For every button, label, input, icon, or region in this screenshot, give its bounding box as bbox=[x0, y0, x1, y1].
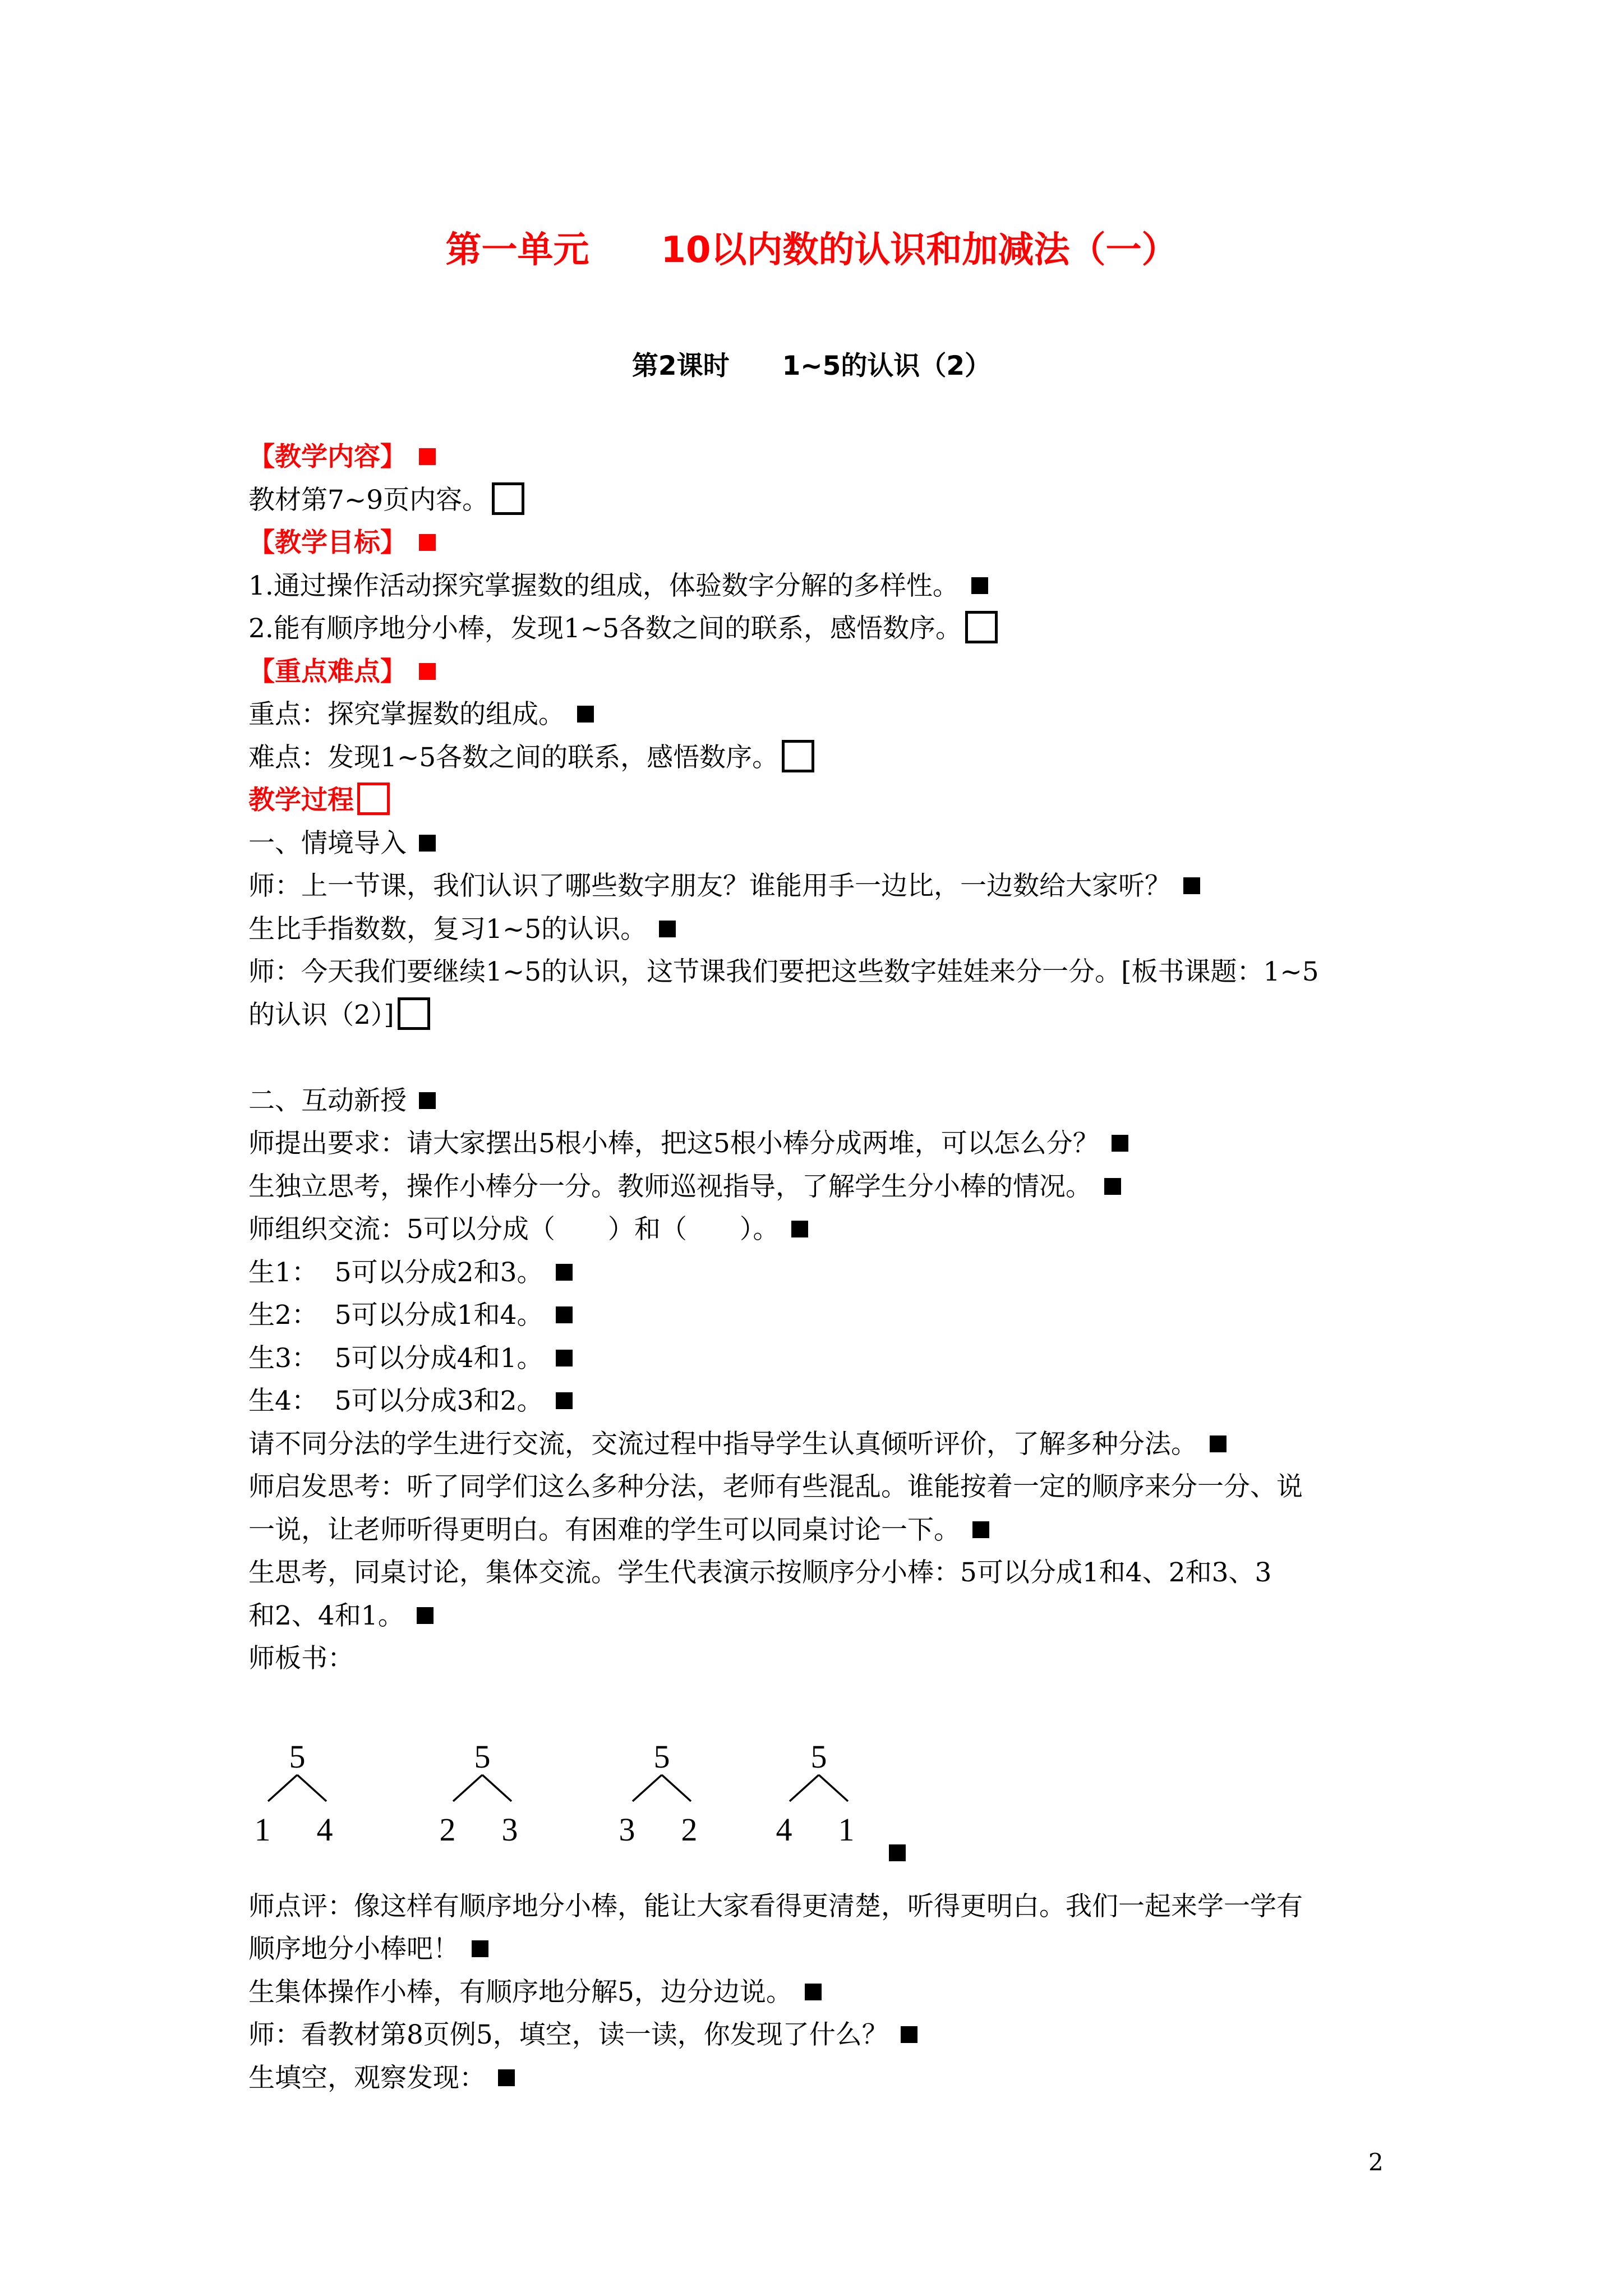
filled-square-icon bbox=[901, 2026, 917, 2043]
empty-square-icon bbox=[492, 482, 524, 515]
p2-text5b: 一说，让老师听得更明白。有困难的学生可以同桌讨论一下。 bbox=[248, 1514, 960, 1545]
board-diagram bbox=[248, 1681, 1381, 1885]
filled-square-icon bbox=[972, 1521, 989, 1538]
tree-right-number: 3 bbox=[501, 1811, 518, 1848]
p2-line5b-line bbox=[248, 1509, 1381, 1552]
tree-left-number: 4 bbox=[776, 1811, 792, 1848]
tree-left-number: 1 bbox=[254, 1811, 271, 1848]
student-3-line bbox=[248, 1337, 1381, 1381]
filled-square-icon bbox=[419, 663, 436, 680]
p2-text4: 请不同分法的学生进行交流，交流过程中指导学生认真倾听评价，了解多种分法。 bbox=[248, 1428, 1197, 1460]
filled-square-icon bbox=[791, 1221, 808, 1237]
filled-square-icon bbox=[1210, 1435, 1227, 1452]
goals-heading-line bbox=[248, 522, 1381, 565]
content-heading-line bbox=[248, 436, 1381, 479]
part2-heading-line bbox=[248, 1080, 1381, 1123]
filled-square-icon bbox=[971, 577, 988, 594]
tree-right-number: 4 bbox=[316, 1811, 333, 1848]
p2-line6a: 生思考，同桌讨论，集体交流。学生代表演示按顺序分小棒：5可以分成1和4、2和3、3 bbox=[248, 1557, 1272, 1588]
number-bond-tree-4 bbox=[776, 1738, 855, 1848]
tree-right-branch bbox=[662, 1775, 691, 1801]
filled-square-icon bbox=[419, 534, 436, 551]
tree-right-number: 1 bbox=[838, 1811, 855, 1848]
p1-line3a: 师：今天我们要继续1~5的认识，这节课我们要把这些数字娃娃来分一分。[板书课题：1~5 bbox=[248, 956, 1319, 987]
p2-line2 bbox=[248, 1166, 1381, 1209]
spacer bbox=[248, 1037, 1381, 1080]
filled-square-icon bbox=[419, 835, 436, 852]
key-point-line bbox=[248, 693, 1381, 737]
unit-title: 第一单元 10以内数的认识和加减法（一） bbox=[445, 229, 1178, 271]
tree-left-branch bbox=[268, 1775, 297, 1801]
p2-text8: 生集体操作小棒，有顺序地分解5，边分边说。 bbox=[248, 1976, 792, 2008]
number-bond-tree-2 bbox=[440, 1738, 518, 1848]
goal-1-line bbox=[248, 565, 1381, 608]
tree-right-branch bbox=[819, 1775, 848, 1801]
p1-line2 bbox=[248, 908, 1381, 951]
tree-right-branch bbox=[297, 1775, 326, 1801]
empty-square-icon bbox=[782, 740, 814, 772]
tree-top-number: 5 bbox=[474, 1738, 491, 1775]
tree-top-number: 5 bbox=[653, 1738, 670, 1775]
part2-heading: 二、互动新授 bbox=[248, 1085, 407, 1116]
lesson-body bbox=[248, 436, 1381, 2100]
difficulty: 难点：发现1~5各数之间的联系，感悟数序。 bbox=[248, 742, 779, 773]
p2-line5a: 师启发思考：听了同学们这么多种分法，老师有些混乱。谁能按着一定的顺序来分一分、说 bbox=[248, 1471, 1303, 1502]
p2-line3 bbox=[248, 1208, 1381, 1251]
p2-text6b: 和2、4和1。 bbox=[248, 1600, 404, 1631]
p2-text2: 生独立思考，操作小棒分一分。教师巡视指导，了解学生分小棒的情况。 bbox=[248, 1171, 1092, 1202]
p2-line7a: 师点评：像这样有顺序地分小棒，能让大家看得更清楚，听得更明白。我们一起来学一学有 bbox=[248, 1890, 1303, 1922]
key-heading-line bbox=[248, 651, 1381, 694]
p2-text3: 师组织交流：5可以分成（ ）和（ ）。 bbox=[248, 1214, 780, 1245]
process-heading-line bbox=[248, 779, 1381, 822]
filled-square-icon bbox=[805, 1984, 822, 2000]
filled-square-icon bbox=[417, 1607, 434, 1624]
filled-square-icon bbox=[556, 1264, 573, 1281]
p2-line10 bbox=[248, 2057, 1381, 2100]
lesson-subtitle: 第2课时 1~5的认识（2） bbox=[631, 351, 992, 381]
goal-1: 1.通过操作活动探究掌握数的组成，体验数字分解的多样性。 bbox=[248, 570, 959, 601]
p2-line7b-line bbox=[248, 1928, 1381, 1971]
empty-square-icon bbox=[965, 611, 998, 643]
board-label: 师板书： bbox=[248, 1643, 354, 1674]
p2-text10: 生填空，观察发现： bbox=[248, 2062, 486, 2093]
tree-left-number: 2 bbox=[439, 1811, 456, 1848]
number-bond-tree-1 bbox=[255, 1738, 333, 1848]
tree-left-number: 3 bbox=[619, 1811, 635, 1848]
student-4-line bbox=[248, 1380, 1381, 1423]
p2-text9: 师：看教材第8页例5，填空，读一读，你发现了什么？ bbox=[248, 2019, 888, 2050]
empty-square-icon bbox=[398, 997, 430, 1030]
page-number: 2 bbox=[1368, 2148, 1384, 2176]
goal-2: 2.能有顺序地分小棒，发现1~5各数之间的联系，感悟数序。 bbox=[248, 613, 962, 644]
content-text-line bbox=[248, 479, 1381, 522]
p2-text1: 师提出要求：请大家摆出5根小棒，把这5根小棒分成两堆，可以怎么分？ bbox=[248, 1128, 1099, 1159]
content-heading: 【教学内容】 bbox=[248, 441, 407, 472]
student-1: 生1： 5可以分成2和3。 bbox=[248, 1257, 543, 1288]
number-bond-trees bbox=[248, 1681, 978, 1885]
p2-line6b-line bbox=[248, 1595, 1381, 1638]
filled-square-icon bbox=[1104, 1178, 1121, 1195]
student-2: 生2： 5可以分成1和4。 bbox=[248, 1300, 543, 1331]
tree-top-number: 5 bbox=[810, 1738, 827, 1775]
student-1-line bbox=[248, 1251, 1381, 1295]
process-heading: 教学过程 bbox=[248, 785, 354, 816]
filled-square-icon bbox=[577, 706, 594, 723]
tree-left-branch bbox=[453, 1775, 482, 1801]
difficulty-line bbox=[248, 737, 1381, 780]
p2-line4 bbox=[248, 1423, 1381, 1466]
filled-square-icon bbox=[472, 1940, 488, 1957]
number-bond-tree-3 bbox=[619, 1738, 698, 1848]
p1-line1 bbox=[248, 865, 1381, 908]
goals-heading: 【教学目标】 bbox=[248, 527, 407, 558]
key-heading: 【重点难点】 bbox=[248, 656, 407, 687]
filled-square-icon bbox=[556, 1392, 573, 1409]
filled-square-icon bbox=[659, 921, 676, 937]
filled-square-icon bbox=[556, 1306, 573, 1323]
p2-line9 bbox=[248, 2014, 1381, 2057]
key-point: 重点：探究掌握数的组成。 bbox=[248, 699, 565, 730]
filled-square-icon bbox=[419, 1092, 436, 1109]
p2-line1 bbox=[248, 1122, 1381, 1166]
student-4: 生4： 5可以分成3和2。 bbox=[248, 1386, 543, 1416]
filled-square-icon bbox=[1112, 1135, 1128, 1152]
p1-text3b: 的认识（2）] bbox=[248, 999, 394, 1030]
tree-right-branch bbox=[482, 1775, 511, 1801]
student-3: 生3： 5可以分成4和1。 bbox=[248, 1342, 543, 1374]
goal-2-line bbox=[248, 608, 1381, 651]
part1-heading-line bbox=[248, 822, 1381, 866]
p1-text2: 生比手指数数，复习1~5的认识。 bbox=[248, 913, 647, 945]
empty-square-icon bbox=[357, 783, 390, 815]
filled-square-icon bbox=[556, 1350, 573, 1366]
p1-text1: 师：上一节课，我们认识了哪些数字朋友？谁能用手一边比，一边数给大家听？ bbox=[248, 871, 1171, 901]
filled-square-icon bbox=[889, 1844, 906, 1861]
tree-left-branch bbox=[633, 1775, 662, 1801]
part1-heading: 一、情境导入 bbox=[248, 827, 407, 859]
content-text: 教材第7~9页内容。 bbox=[248, 484, 489, 516]
p2-line8 bbox=[248, 1971, 1381, 2014]
filled-square-icon bbox=[1183, 877, 1200, 894]
tree-left-branch bbox=[790, 1775, 819, 1801]
student-2-line bbox=[248, 1294, 1381, 1337]
p2-text7b: 顺序地分小棒吧！ bbox=[248, 1934, 459, 1964]
filled-square-icon bbox=[498, 2069, 515, 2086]
p1-line3b-line bbox=[248, 994, 1381, 1037]
filled-square-icon bbox=[419, 448, 436, 465]
tree-top-number: 5 bbox=[289, 1738, 306, 1775]
tree-right-number: 2 bbox=[681, 1811, 698, 1848]
